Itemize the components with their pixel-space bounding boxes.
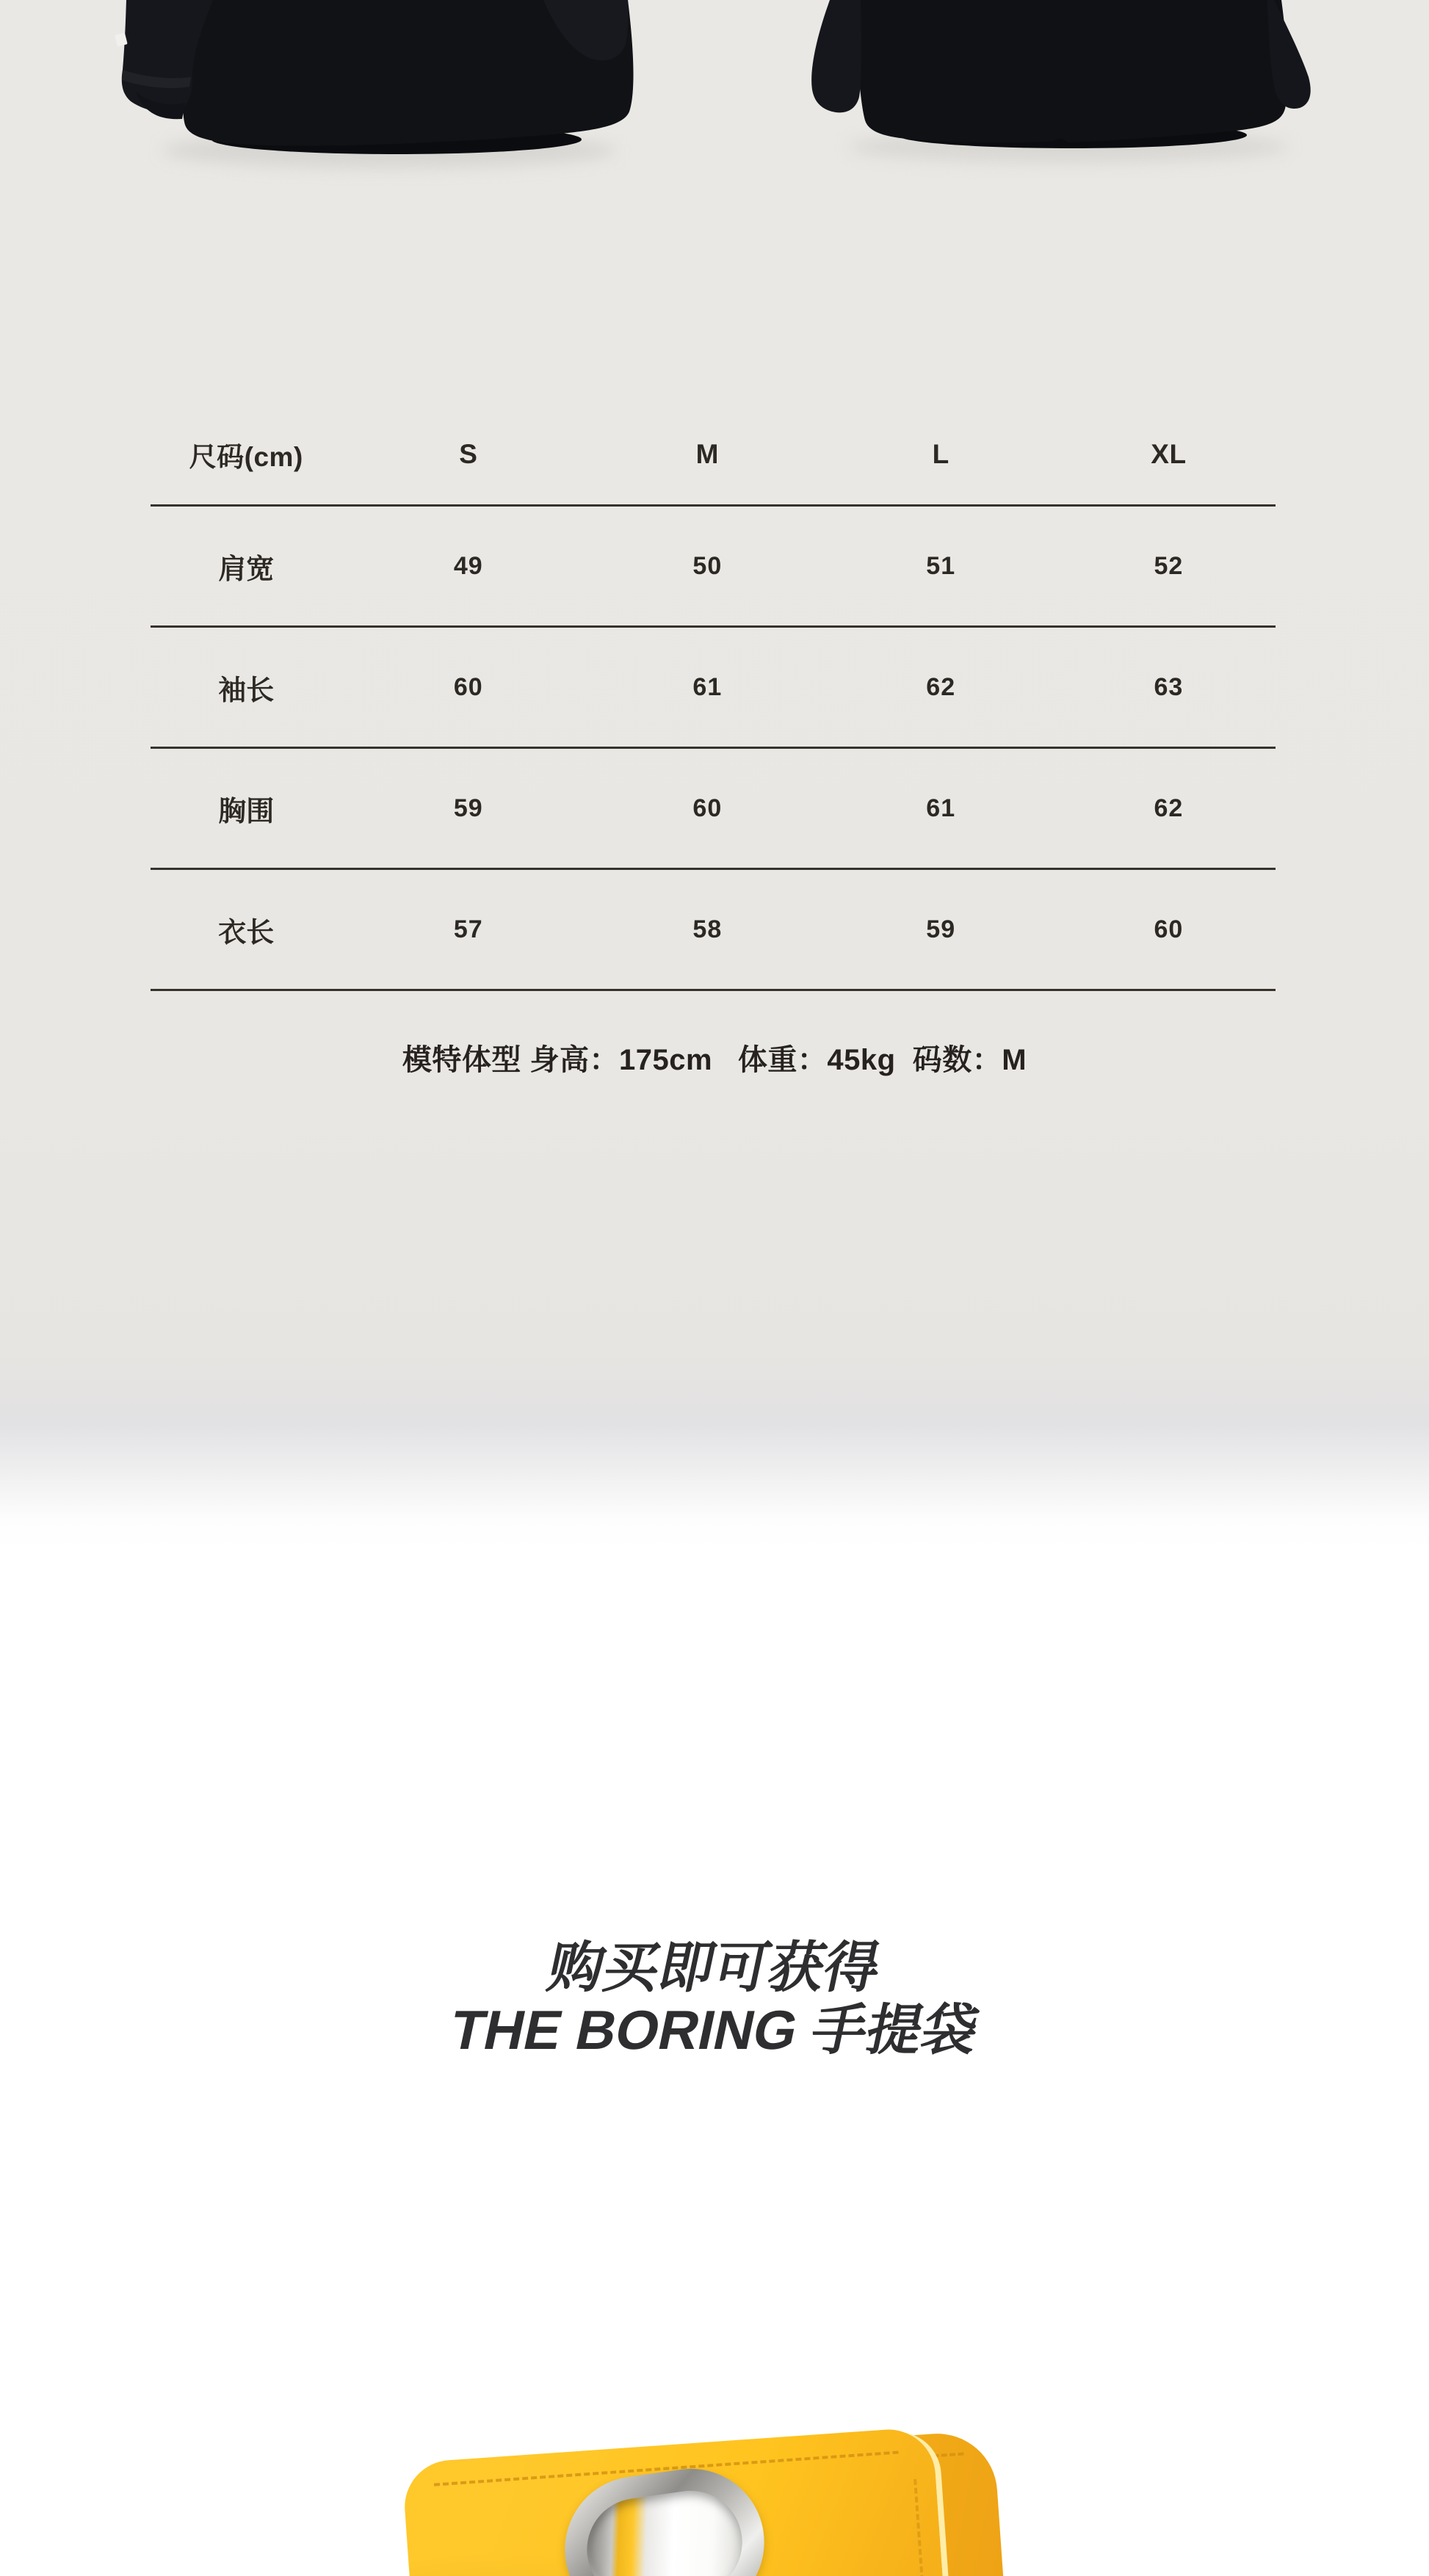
cell-value: 59: [926, 915, 956, 943]
cell-value: 63: [1154, 672, 1184, 701]
table-row-length: [151, 868, 1276, 989]
cell-value: 62: [926, 672, 956, 701]
size-col-m: M: [695, 438, 719, 469]
garment-left: [115, 0, 633, 154]
cell-value: 61: [926, 794, 956, 822]
promo-title: [0, 1937, 1429, 2061]
cell-value: 52: [1154, 551, 1184, 580]
size-chart-unit-header: 尺码(cm): [189, 441, 303, 472]
promo-line-2: THE BORING 手提袋: [444, 1999, 985, 2061]
cell-value: 51: [926, 551, 956, 580]
table-row-chest: [151, 747, 1276, 868]
size-chart-table: [151, 404, 1276, 991]
size-col-l: L: [932, 438, 949, 469]
cell-value: 50: [692, 551, 723, 580]
bag-side-stitching: [914, 2479, 933, 2576]
table-row-sleeve: [151, 625, 1276, 747]
bag-handle-grommet: [555, 2459, 773, 2576]
bag-top-stitching: [434, 2451, 899, 2486]
bag-back-stitching: [883, 2453, 964, 2461]
model-info-text: 模特体型 身高：175cm 体重：45kg 码数：M: [402, 1044, 1027, 1076]
bag-handle-cutout: [580, 2484, 748, 2576]
cell-value: 57: [453, 915, 483, 943]
bag-front-panel: [402, 2426, 952, 2576]
cell-value: 49: [453, 551, 483, 580]
cell-value: 60: [1154, 915, 1184, 943]
size-chart-header-row: [151, 404, 1276, 504]
cell-value: 61: [692, 672, 723, 701]
cell-value: 59: [453, 794, 483, 822]
row-label: 胸围: [218, 796, 275, 827]
row-label: 衣长: [218, 917, 275, 948]
size-col-xl: XL: [1151, 438, 1187, 469]
garment-right: [811, 0, 1311, 148]
cell-value: 60: [692, 794, 723, 822]
row-label: 袖长: [218, 675, 275, 706]
table-row-shoulder: [151, 504, 1276, 625]
bag-back-panel: [471, 2430, 1013, 2576]
cell-value: 58: [692, 915, 723, 943]
cell-value: 60: [453, 672, 483, 701]
row-label: 肩宽: [218, 554, 275, 585]
promo-line-1: 购买即可获得: [543, 1937, 887, 1998]
size-col-s: S: [459, 438, 478, 469]
black-garments-photo: [0, 0, 1429, 220]
cell-value: 62: [1154, 794, 1184, 822]
